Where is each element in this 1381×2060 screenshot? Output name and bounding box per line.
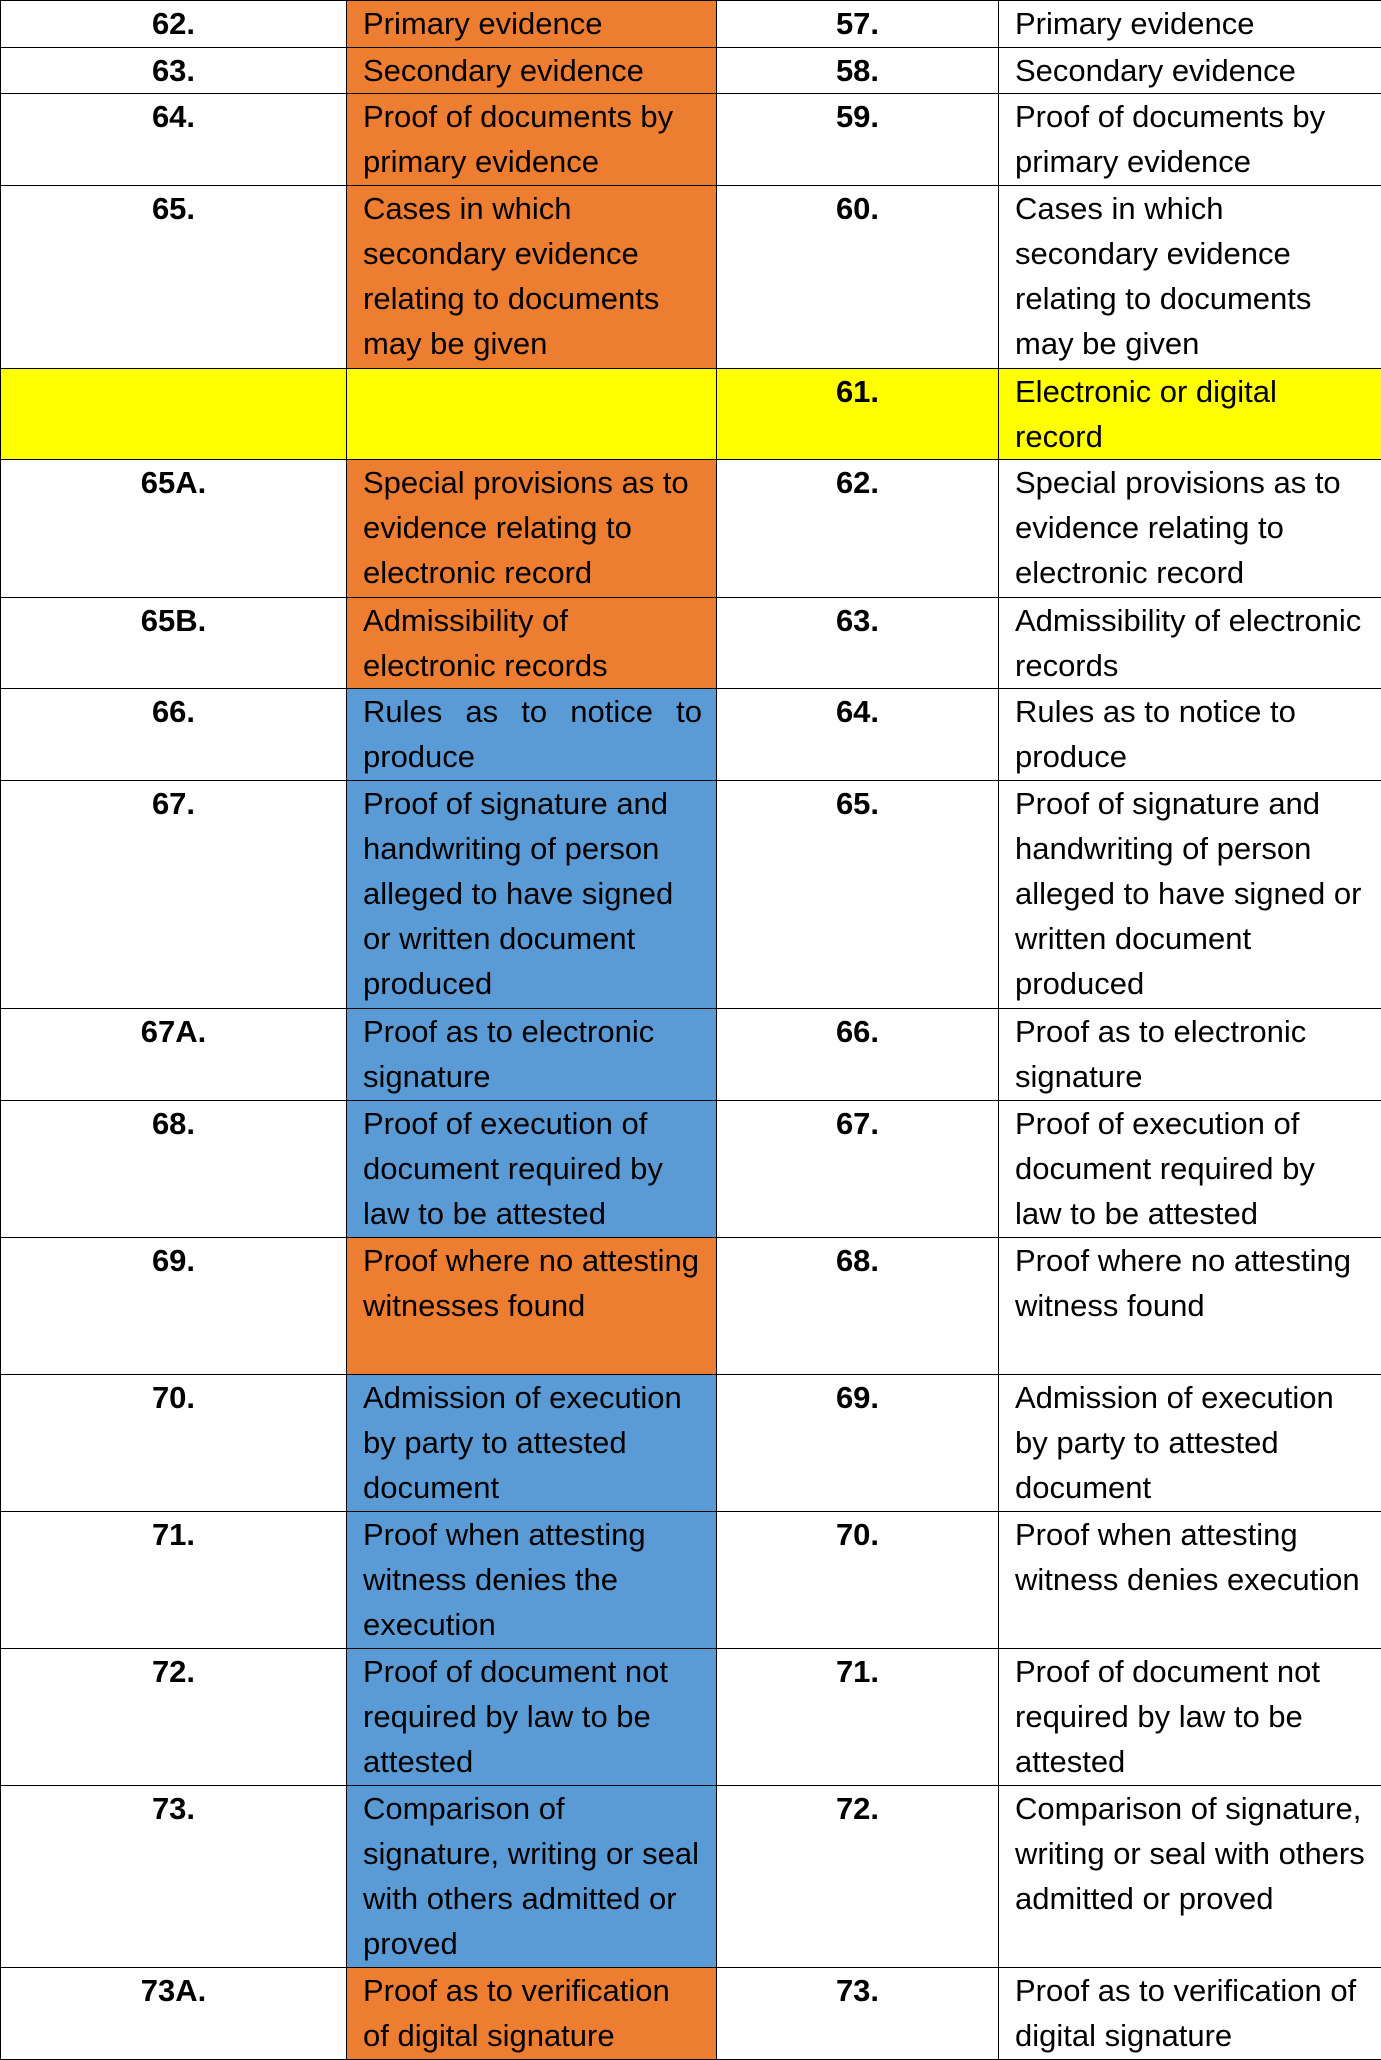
new-section-title: Proof of signature and handwriting of person alleged to have signed or written document produced [1015, 781, 1367, 1006]
new-section-number: 67. [717, 1101, 998, 1146]
table-row [1, 460, 1381, 597]
new-section-title-cell [999, 1374, 1381, 1511]
table-row [1, 1968, 1381, 2060]
old-section-number: 65. [1, 186, 346, 231]
new-section-number: 58. [717, 48, 998, 93]
new-section-title: Rules as to notice to produce [1015, 689, 1367, 779]
new-section-number-cell [717, 1374, 999, 1511]
new-section-title: Secondary evidence [1015, 48, 1367, 93]
old-section-title-cell [347, 1512, 717, 1649]
new-section-number: 63. [717, 598, 998, 643]
new-section-number-cell [717, 1512, 999, 1649]
old-section-number: 62. [1, 1, 346, 46]
old-section-title-cell [347, 368, 717, 460]
old-section-title: Special provisions as to evidence relating to electronic record [363, 460, 702, 595]
old-section-number-cell [1, 597, 347, 689]
old-section-number-cell [1, 1100, 347, 1237]
new-section-number-cell [717, 47, 999, 94]
new-section-title-cell [999, 597, 1381, 689]
old-section-number-cell [1, 689, 347, 781]
old-section-number: 70. [1, 1375, 346, 1420]
new-section-title: Proof when attesting witness denies execution [1015, 1512, 1367, 1602]
new-section-number-cell [717, 460, 999, 597]
new-section-number: 62. [717, 460, 998, 505]
old-section-title-cell [347, 47, 717, 94]
table-row [1, 1786, 1381, 1968]
old-section-title: Proof when attesting witness denies the execution [363, 1512, 702, 1647]
old-section-title: Proof of document not required by law to be attested [363, 1649, 702, 1784]
old-section-number: 66. [1, 689, 346, 734]
new-section-title-cell [999, 1649, 1381, 1786]
old-section-number: 69. [1, 1238, 346, 1283]
new-section-number-cell [717, 1008, 999, 1100]
new-section-number-cell [717, 689, 999, 781]
table-row [1, 1100, 1381, 1237]
old-section-title-cell [347, 1237, 717, 1374]
new-section-title-cell [999, 94, 1381, 186]
new-section-title-cell [999, 1237, 1381, 1374]
old-section-title-cell [347, 1786, 717, 1968]
old-section-number: 63. [1, 48, 346, 93]
old-section-title: Admission of execution by party to attested document [363, 1375, 702, 1510]
old-section-number-cell [1, 781, 347, 1009]
old-section-title: Secondary evidence [363, 48, 702, 93]
old-section-number-cell [1, 368, 347, 460]
new-section-title-cell [999, 1512, 1381, 1649]
old-section-number-cell [1, 1968, 347, 2060]
new-section-number-cell [717, 597, 999, 689]
old-section-title: Cases in which secondary evidence relating to documents may be given [363, 186, 702, 366]
table-row [1, 781, 1381, 1009]
old-section-number: 67A. [1, 1009, 346, 1054]
new-section-number-cell [717, 1649, 999, 1786]
new-section-title-cell [999, 186, 1381, 368]
old-section-number-cell [1, 47, 347, 94]
new-section-title-cell [999, 1008, 1381, 1100]
old-section-title: Comparison of signature, writing or seal with others admitted or proved [363, 1786, 702, 1966]
table-row [1, 689, 1381, 781]
old-section-number: 65A. [1, 460, 346, 505]
old-section-title-cell [347, 1, 717, 48]
old-section-title-cell [347, 1968, 717, 2060]
new-section-title: Special provisions as to evidence relating to electronic record [1015, 460, 1367, 595]
old-section-title-cell [347, 186, 717, 368]
table-row [1, 368, 1381, 460]
old-section-title: Proof where no attesting witnesses found [363, 1238, 702, 1328]
new-section-title: Proof as to verification of digital signature [1015, 1968, 1367, 2058]
old-section-number: 72. [1, 1649, 346, 1694]
new-section-title: Comparison of signature, writing or seal with others admitted or proved [1015, 1786, 1367, 1921]
old-section-number: 73A. [1, 1968, 346, 2013]
old-section-title: Proof of signature and handwriting of person alleged to have signed or written document produced [363, 781, 702, 1006]
new-section-number-cell [717, 368, 999, 460]
new-section-title: Admission of execution by party to attested document [1015, 1375, 1367, 1510]
new-section-number: 65. [717, 781, 998, 826]
new-section-number-cell [717, 94, 999, 186]
old-section-number: 64. [1, 94, 346, 139]
new-section-number: 71. [717, 1649, 998, 1694]
new-section-number-cell [717, 1237, 999, 1374]
new-section-title: Proof where no attesting witness found [1015, 1238, 1367, 1328]
new-section-title-cell [999, 1100, 1381, 1237]
old-section-number: 67. [1, 781, 346, 826]
old-section-title: Proof as to verification of digital signature [363, 1968, 702, 2058]
new-section-number: 64. [717, 689, 998, 734]
new-section-title: Proof as to electronic signature [1015, 1009, 1367, 1099]
old-section-title: Proof of documents by primary evidence [363, 94, 702, 184]
old-section-number: 68. [1, 1101, 346, 1146]
old-section-title-cell [347, 1008, 717, 1100]
new-section-number: 59. [717, 94, 998, 139]
new-section-number: 73. [717, 1968, 998, 2013]
new-section-title: Proof of execution of document required by law to be attested [1015, 1101, 1367, 1236]
old-section-number-cell [1, 1, 347, 48]
table-row [1, 1512, 1381, 1649]
table-row [1, 1237, 1381, 1374]
new-section-title: Proof of document not required by law to be attested [1015, 1649, 1367, 1784]
new-section-number-cell [717, 186, 999, 368]
new-section-title: Admissibility of electronic records [1015, 598, 1367, 688]
new-section-title-cell [999, 1786, 1381, 1968]
table-row [1, 597, 1381, 689]
table-row [1, 94, 1381, 186]
new-section-title: Electronic or digital record [1015, 369, 1367, 459]
new-section-title-cell [999, 1, 1381, 48]
old-section-title-cell [347, 781, 717, 1009]
old-section-title-cell [347, 1100, 717, 1237]
old-section-number-cell [1, 1237, 347, 1374]
new-section-number-cell [717, 1, 999, 48]
old-section-title-cell [347, 689, 717, 781]
new-section-title: Cases in which secondary evidence relating to documents may be given [1015, 186, 1367, 366]
new-section-number-cell [717, 1786, 999, 1968]
old-section-number-cell [1, 1374, 347, 1511]
new-section-number-cell [717, 1968, 999, 2060]
old-section-number-cell [1, 1649, 347, 1786]
new-section-number: 69. [717, 1375, 998, 1420]
new-section-title-cell [999, 689, 1381, 781]
new-section-title-cell [999, 47, 1381, 94]
old-section-number-cell [1, 94, 347, 186]
old-section-number: 65B. [1, 598, 346, 643]
old-section-number-cell [1, 186, 347, 368]
new-section-title-cell [999, 1968, 1381, 2060]
new-section-title: Primary evidence [1015, 1, 1367, 46]
table-row [1, 186, 1381, 368]
table-row [1, 1374, 1381, 1511]
new-section-number-cell [717, 1100, 999, 1237]
old-section-title: Primary evidence [363, 1, 702, 46]
table-row [1, 1, 1381, 48]
new-section-title-cell [999, 781, 1381, 1009]
new-section-number: 57. [717, 1, 998, 46]
old-section-title-cell [347, 460, 717, 597]
old-section-title-cell [347, 94, 717, 186]
new-section-number: 61. [717, 369, 998, 414]
new-section-number: 66. [717, 1009, 998, 1054]
old-section-title: Proof of execution of document required by law to be attested [363, 1101, 702, 1236]
table-row [1, 47, 1381, 94]
new-section-title-cell [999, 368, 1381, 460]
old-section-number: 71. [1, 1512, 346, 1557]
table-row [1, 1008, 1381, 1100]
new-section-number: 68. [717, 1238, 998, 1283]
old-section-number-cell [1, 1786, 347, 1968]
new-section-number: 60. [717, 186, 998, 231]
new-section-title-cell [999, 460, 1381, 597]
old-section-title: Admissibility of electronic records [363, 598, 702, 688]
old-section-title: Proof as to electronic signature [363, 1009, 702, 1099]
table-row [1, 1649, 1381, 1786]
old-section-title-cell [347, 1649, 717, 1786]
new-section-number-cell [717, 781, 999, 1009]
old-section-number-cell [1, 1512, 347, 1649]
new-section-number: 70. [717, 1512, 998, 1557]
old-section-number: 73. [1, 1786, 346, 1831]
old-section-title-cell [347, 1374, 717, 1511]
old-section-title: Rules as to notice to produce [363, 689, 702, 779]
new-section-number: 72. [717, 1786, 998, 1831]
new-section-title: Proof of documents by primary evidence [1015, 94, 1367, 184]
table-body [1, 1, 1381, 2060]
old-section-number-cell [1, 460, 347, 597]
old-section-title-cell [347, 597, 717, 689]
old-section-number-cell [1, 1008, 347, 1100]
